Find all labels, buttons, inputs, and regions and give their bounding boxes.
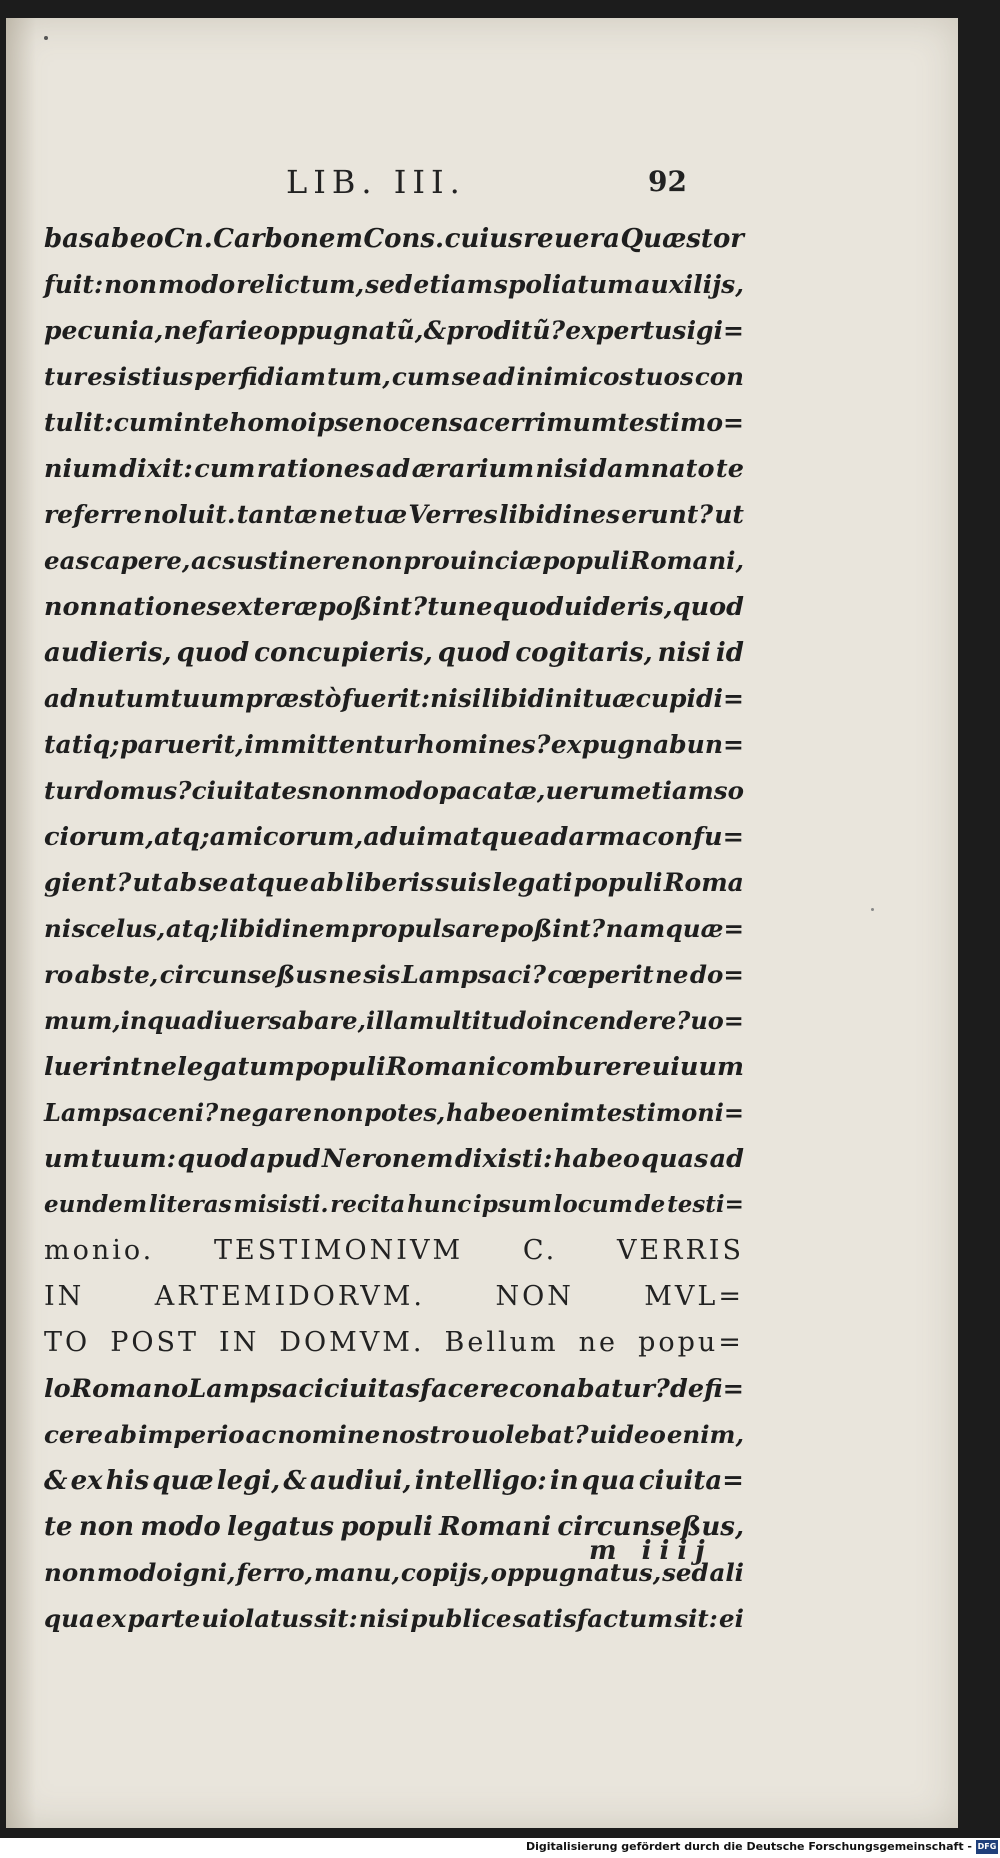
text-line: te non modo legatus populi Romani circunseßus, — [44, 1512, 744, 1542]
text-line: tulit: cum in te homo ipse nocens acerrimum testimo= — [44, 408, 744, 437]
text-line: nium dixit: cum rationes ad ærarium nisi damnato te — [44, 454, 744, 484]
footer-bar — [0, 1838, 1000, 1858]
text-line: ad nutum tuum præstò fuerit: nisi libidini tuæ cupidi= — [44, 684, 744, 713]
running-head: LIB. III. — [286, 163, 466, 201]
text-line: lo Romano Lampsaci ciuitas facere conabatur? defi= — [44, 1374, 744, 1404]
text-line: monio. TESTIMONIVM C. VERRIS — [44, 1235, 744, 1266]
text-line: tatiq; paruerit, immittentur homines? expugnabun= — [44, 730, 744, 759]
text-line: tur domus? ciuitates non modo pacatæ, uerumetiam so — [44, 776, 744, 805]
text-line: audieris, quod concupieris, quod cogitaris, nisi id — [44, 638, 744, 668]
page-header — [6, 163, 958, 213]
text-line: eundem literas misisti. recita hunc ipsum locum de testi= — [44, 1191, 744, 1218]
text-line: gient? ut ab se atque ab liberis suis legati populi Roma — [44, 868, 744, 897]
ink-speck — [44, 36, 48, 40]
text-line: fuit: non modo relictum, sed etiam spoliatum auxilijs, — [44, 270, 744, 299]
text-line: ro abs te, circunseßus ne sis Lampsaci? cœperit ne do= — [44, 960, 744, 989]
text-line: tur es istius perfidiam tum, cum se ad inimicos tuos con — [44, 362, 744, 391]
text-line: referre noluit. tantæ ne tuæ Verres libidines erunt? ut — [44, 500, 744, 529]
text-line: ciorum, atq; amicorum, ad uim atque ad arma confu= — [44, 822, 744, 852]
book-page — [6, 18, 958, 1828]
text-line: ni scelus, atq; libidinem propulsare poßint? nam quæ= — [44, 914, 744, 943]
text-line: & ex his quæ legi, & audiui, intelligo: in qua ciuita= — [44, 1466, 744, 1496]
text-line: cere ab imperio ac nomine nostro uolebat? uideo enim, — [44, 1420, 744, 1449]
text-line: Lampsaceni? negare non potes, habeo enim testimoni= — [44, 1098, 744, 1127]
text-line: eas capere, ac sustinere non prouinciæ populi Romani, — [44, 546, 744, 575]
text-line: non nationes exteræ poßint? tu ne quod uideris, quod — [44, 592, 744, 622]
text-line: mum, in qua diuersabare, illa multitudo incendere? uo= — [44, 1006, 744, 1035]
text-line: IN ARTEMIDORVM. NON MVL= — [44, 1281, 744, 1312]
folio-number: 92 — [648, 165, 687, 198]
text-line: TO POST IN DOMVM. Bellum ne popu= — [44, 1327, 744, 1358]
footer-credit: Digitalisierung gefördert durch die Deutsche Forschungsgemeinschaft - — [525, 1840, 972, 1853]
text-line: bas ab eo Cn. Carbonem Cons. cuius re uera Quæstor — [44, 224, 744, 254]
dfg-logo: DFG — [976, 1840, 998, 1854]
text-line: qua ex parte uiolatus sit: nisi publice satisfactum sit: ei — [44, 1604, 744, 1633]
text-line: um tuum: quod apud Neronem dixisti: habeo quas ad — [44, 1144, 744, 1174]
ink-speck — [871, 908, 874, 911]
text-block — [44, 216, 744, 1642]
text-line: non modo igni, ferro, manu, copijs, oppugnatus, sed ali — [44, 1558, 744, 1587]
text-line: luerint ne legatum populi Romani comburere uiuum — [44, 1052, 744, 1082]
signature-mark: m iiij — [589, 1536, 713, 1566]
text-line: pecunia, nefarie oppugnatũ, & proditũ? expertus igi= — [44, 316, 744, 345]
